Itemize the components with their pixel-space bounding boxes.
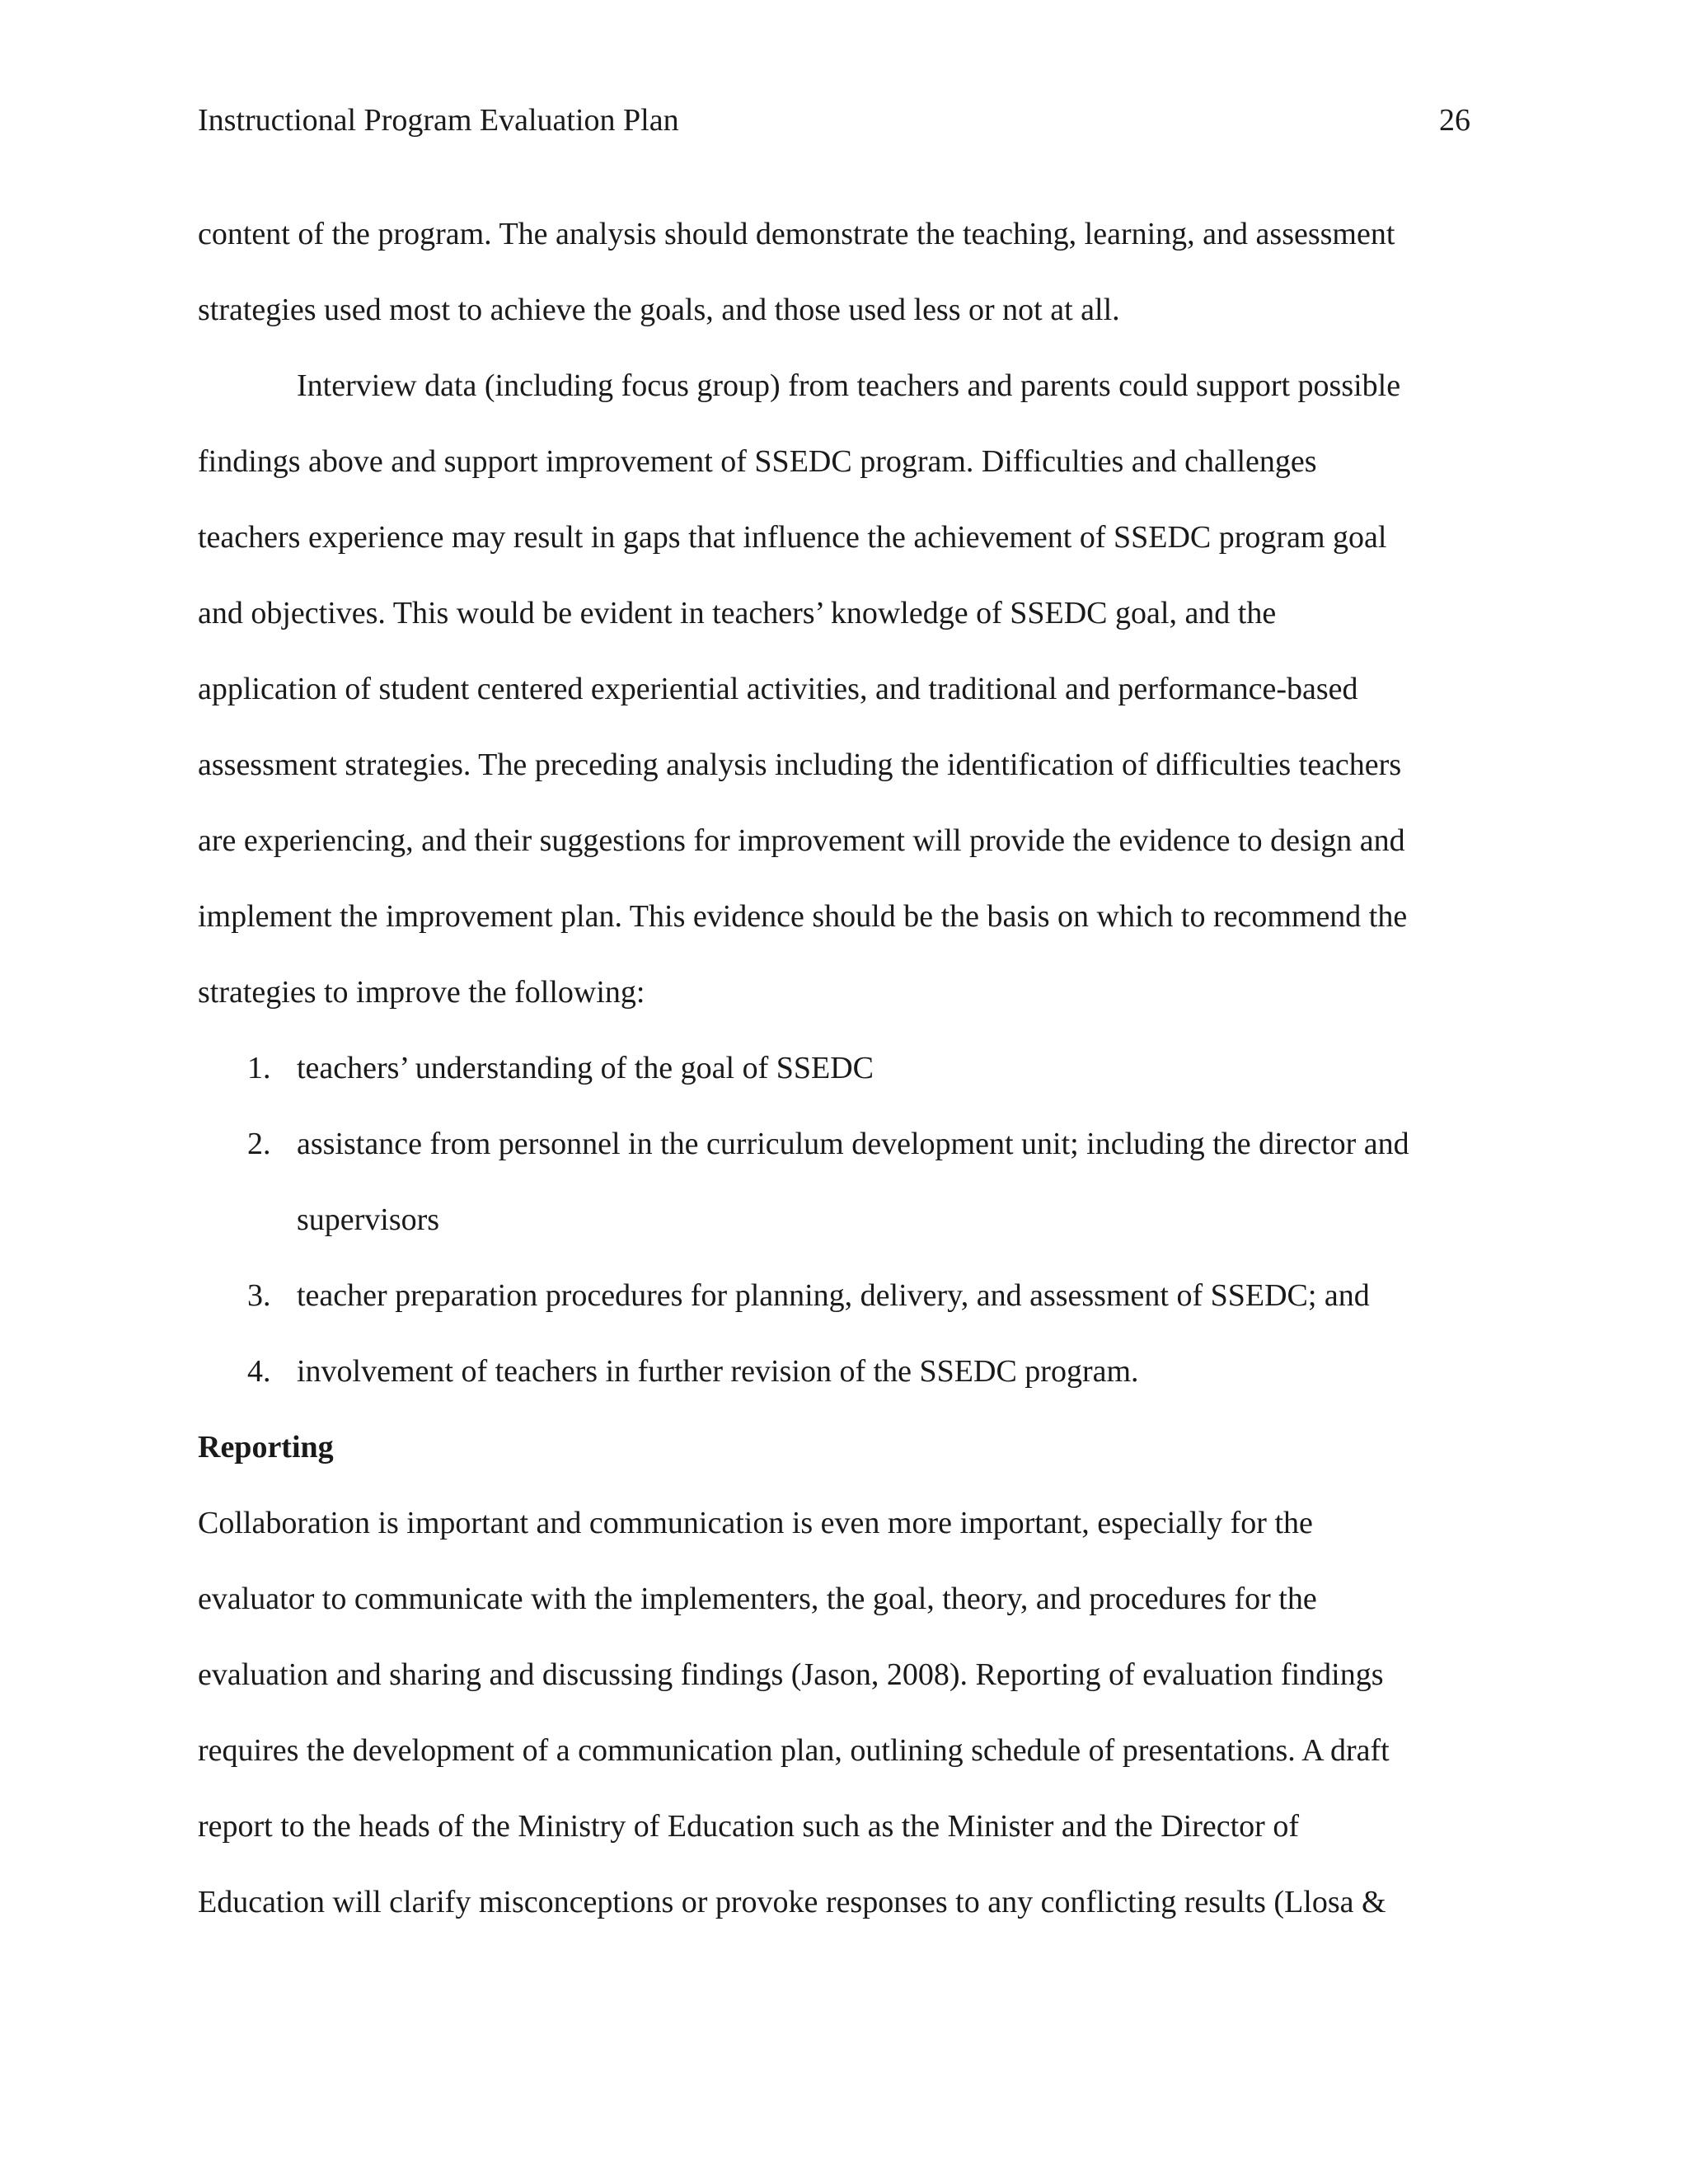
text-line: report to the heads of the Ministry of Education such as the Minister and the Director of [198, 1809, 1299, 1844]
section-heading-reporting: Reporting [198, 1430, 334, 1465]
paragraph-interview-data [198, 348, 1484, 1030]
text-line: Education will clarify misconceptions or provoke responses to any conflicting results (Llosa & [198, 1885, 1386, 1919]
text-line: Collaboration is important and communication is even more important, especially for the [198, 1506, 1313, 1540]
list-number: 2. [247, 1127, 271, 1161]
paragraph-reporting [198, 1485, 1484, 1940]
text-line: teachers experience may result in gaps that influence the achievement of SSEDC program goal [198, 520, 1387, 555]
text-line: strategies to improve the following: [198, 975, 645, 1010]
list-number: 4. [247, 1354, 271, 1389]
list-item-text: involvement of teachers in further revision of the SSEDC program. [297, 1354, 1139, 1389]
text-line: application of student centered experiential activities, and traditional and performance-based [198, 672, 1358, 706]
list-item-text: assistance from personnel in the curriculum development unit; including the director and [297, 1127, 1409, 1161]
list-item [198, 1258, 1484, 1333]
paragraph-continued [198, 196, 1484, 348]
list-item-continuation [198, 1182, 1484, 1258]
running-head-title: Instructional Program Evaluation Plan [198, 103, 679, 138]
text-line: and objectives. This would be evident in teachers’ knowledge of SSEDC goal, and the [198, 596, 1277, 630]
list-item-text: teachers’ understanding of the goal of SSEDC [297, 1051, 874, 1085]
text-line: requires the development of a communication plan, outlining schedule of presentations. A draft [198, 1733, 1390, 1768]
text-line: strategies used most to achieve the goals, and those used less or not at all. [198, 293, 1120, 327]
document-body [198, 196, 1484, 1940]
list-item-text: supervisors [297, 1202, 440, 1237]
list-number: 1. [247, 1051, 271, 1085]
text-line: implement the improvement plan. This evidence should be the basis on which to recommend the [198, 899, 1408, 934]
list-item-text: teacher preparation procedures for planning, delivery, and assessment of SSEDC; and [297, 1278, 1370, 1313]
list-item [198, 1333, 1484, 1409]
page-number: 26 [1439, 103, 1470, 138]
list-item [198, 1030, 1484, 1106]
text-line: evaluator to communicate with the implementers, the goal, theory, and procedures for the [198, 1582, 1317, 1616]
text-line: are experiencing, and their suggestions for improvement will provide the evidence to design and [198, 823, 1405, 858]
text-line: assessment strategies. The preceding analysis including the identification of difficulties teachers [198, 748, 1402, 782]
numbered-list [198, 1030, 1484, 1409]
running-head [198, 97, 1490, 143]
text-line: Interview data (including focus group) from teachers and parents could support possible [297, 368, 1401, 403]
list-number: 3. [247, 1278, 271, 1313]
text-line: findings above and support improvement of SSEDC program. Difficulties and challenges [198, 444, 1317, 479]
text-line: content of the program. The analysis should demonstrate the teaching, learning, and assessment [198, 217, 1395, 251]
text-line: evaluation and sharing and discussing findings (Jason, 2008). Reporting of evaluation findings [198, 1657, 1384, 1692]
list-item [198, 1106, 1484, 1182]
